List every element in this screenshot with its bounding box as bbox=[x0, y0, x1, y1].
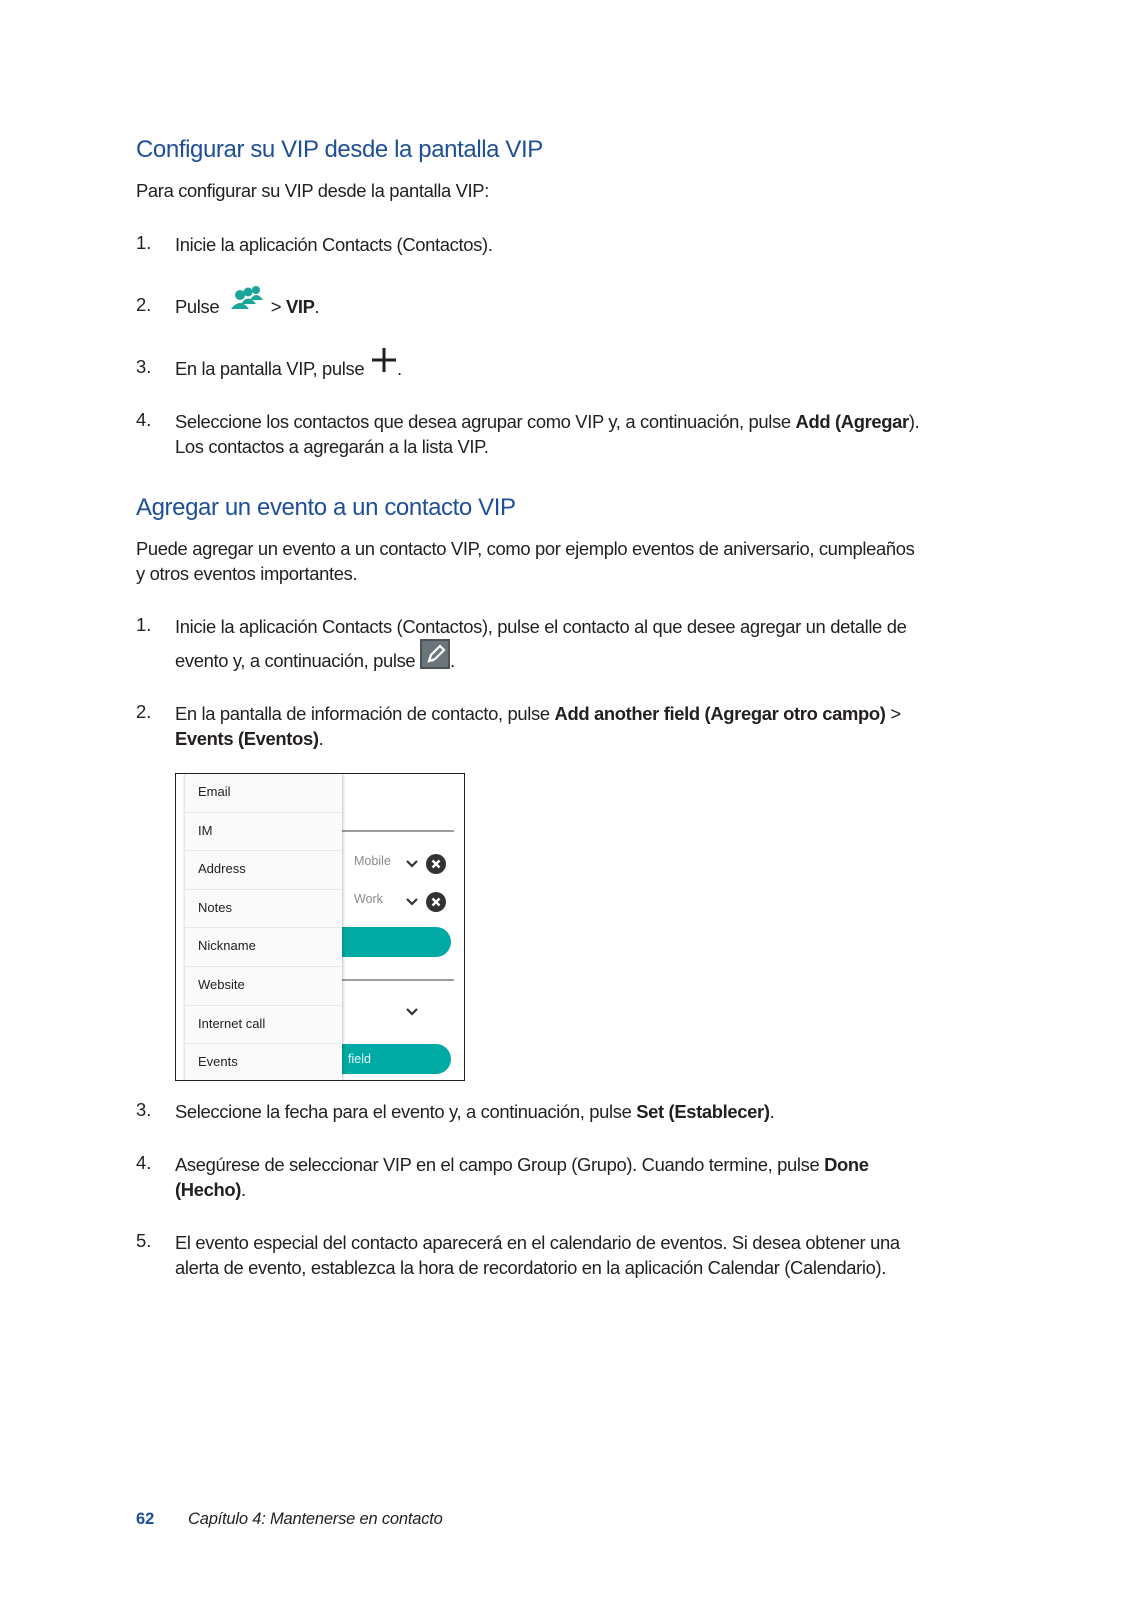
step-text-before: Pulse bbox=[175, 296, 220, 317]
step-number: 2. bbox=[136, 294, 152, 315]
chevron-down-icon[interactable] bbox=[405, 859, 419, 869]
step-text-before: Seleccione la fecha para el evento y, a continuación, pulse bbox=[175, 1101, 637, 1122]
chapter-title: Capítulo 4: Mantenerse en contacto bbox=[188, 1510, 443, 1528]
menu-item-events[interactable]: Events bbox=[185, 1044, 342, 1081]
step-text-before: Seleccione los contactos que desea agrupar como VIP y, a continuación, pulse bbox=[175, 411, 796, 432]
step-number: 3. bbox=[136, 1099, 152, 1120]
step-text bbox=[175, 294, 319, 319]
step-bold: Done bbox=[824, 1154, 869, 1175]
menu-item-internet-call[interactable]: Internet call bbox=[185, 1006, 342, 1045]
phone-type-label: Mobile bbox=[354, 854, 391, 868]
step-text-line2 bbox=[175, 726, 323, 751]
step-end: . bbox=[397, 358, 402, 379]
step-bold: VIP bbox=[285, 296, 315, 317]
step-text bbox=[175, 1099, 774, 1124]
divider bbox=[341, 830, 454, 832]
step-number: 1. bbox=[136, 614, 152, 635]
chevron-down-icon[interactable] bbox=[405, 897, 419, 907]
step-end: . bbox=[241, 1179, 246, 1200]
menu-item-im[interactable]: IM bbox=[185, 813, 342, 852]
remove-field-icon[interactable] bbox=[426, 892, 446, 912]
contacts-group-icon bbox=[230, 285, 264, 317]
menu-item-website[interactable]: Website bbox=[185, 967, 342, 1006]
step-text-before: En la pantalla VIP, pulse bbox=[175, 358, 370, 379]
divider bbox=[341, 979, 454, 981]
step-text-after: > bbox=[885, 703, 901, 724]
remove-field-icon[interactable] bbox=[426, 854, 446, 874]
edit-pencil-icon bbox=[420, 639, 450, 675]
step-end: . bbox=[450, 650, 455, 671]
step-number: 4. bbox=[136, 409, 152, 430]
menu-item-email[interactable]: Email bbox=[185, 774, 342, 813]
field-type-menu bbox=[184, 774, 342, 1080]
step-text bbox=[175, 701, 901, 726]
step-bold: Add another field (Agregar otro campo) bbox=[554, 703, 886, 724]
step-bold: Add (Agregar bbox=[795, 411, 909, 432]
step-bold: Set (Establecer) bbox=[636, 1101, 770, 1122]
section-intro: Para configurar su VIP desde la pantalla VIP: bbox=[136, 180, 489, 201]
step-bold: (Hecho) bbox=[175, 1179, 242, 1200]
step-end: . bbox=[318, 728, 324, 749]
step-text: Inicie la aplicación Contacts (Contactos). bbox=[175, 234, 493, 255]
add-another-field-button[interactable]: field bbox=[326, 1044, 451, 1074]
plus-icon bbox=[371, 347, 397, 379]
step-number: 5. bbox=[136, 1230, 152, 1251]
step-end: . bbox=[769, 1101, 775, 1122]
step-number: 1. bbox=[136, 232, 152, 253]
add-phone-button[interactable] bbox=[326, 927, 451, 957]
step-text-line1: Inicie la aplicación Contacts (Contactos), pulse el contacto al que desee agregar un detalle de bbox=[175, 616, 907, 637]
add-field-menu-screenshot bbox=[175, 773, 465, 1081]
step-end: ). bbox=[908, 411, 920, 432]
step-number: 4. bbox=[136, 1152, 152, 1173]
menu-item-address[interactable]: Address bbox=[185, 851, 342, 890]
step-text-line1: El evento especial del contacto aparecerá en el calendario de eventos. Si desea obtener una bbox=[175, 1232, 900, 1253]
step-text-line2: Los contactos a agregarán a la lista VIP. bbox=[175, 436, 489, 457]
step-text-before: evento y, a continuación, pulse bbox=[175, 650, 421, 671]
chevron-down-icon[interactable] bbox=[405, 1007, 419, 1017]
step-text-line2: alerta de evento, establezca la hora de recordatorio en la aplicación Calendar (Calendario). bbox=[175, 1257, 887, 1278]
step-end: . bbox=[314, 296, 320, 317]
step-number: 2. bbox=[136, 701, 152, 722]
step-text-before: En la pantalla de información de contacto, pulse bbox=[175, 703, 555, 724]
step-text-line2 bbox=[175, 648, 455, 675]
step-bold: Events (Eventos) bbox=[175, 728, 319, 749]
section-title-configure-vip: Configurar su VIP desde la pantalla VIP bbox=[136, 136, 543, 163]
step-text-line2 bbox=[175, 1177, 246, 1202]
section-intro-line1: Puede agregar un evento a un contacto VIP, como por ejemplo eventos de aniversario, cumpleaños bbox=[136, 538, 915, 559]
menu-item-notes[interactable]: Notes bbox=[185, 890, 342, 929]
step-number: 3. bbox=[136, 356, 152, 377]
section-title-add-event: Agregar un evento a un contacto VIP bbox=[136, 494, 516, 521]
menu-item-nickname[interactable]: Nickname bbox=[185, 928, 342, 967]
step-text bbox=[175, 356, 402, 381]
step-text bbox=[175, 1152, 869, 1177]
step-text-before: Asegúrese de seleccionar VIP en el campo Group (Grupo). Cuando termine, pulse bbox=[175, 1154, 825, 1175]
phone-type-label: Work bbox=[354, 892, 383, 906]
page-number: 62 bbox=[136, 1510, 155, 1528]
section-intro-line2: y otros eventos importantes. bbox=[136, 563, 358, 584]
step-text-after: > bbox=[270, 296, 286, 317]
step-text bbox=[175, 409, 919, 434]
